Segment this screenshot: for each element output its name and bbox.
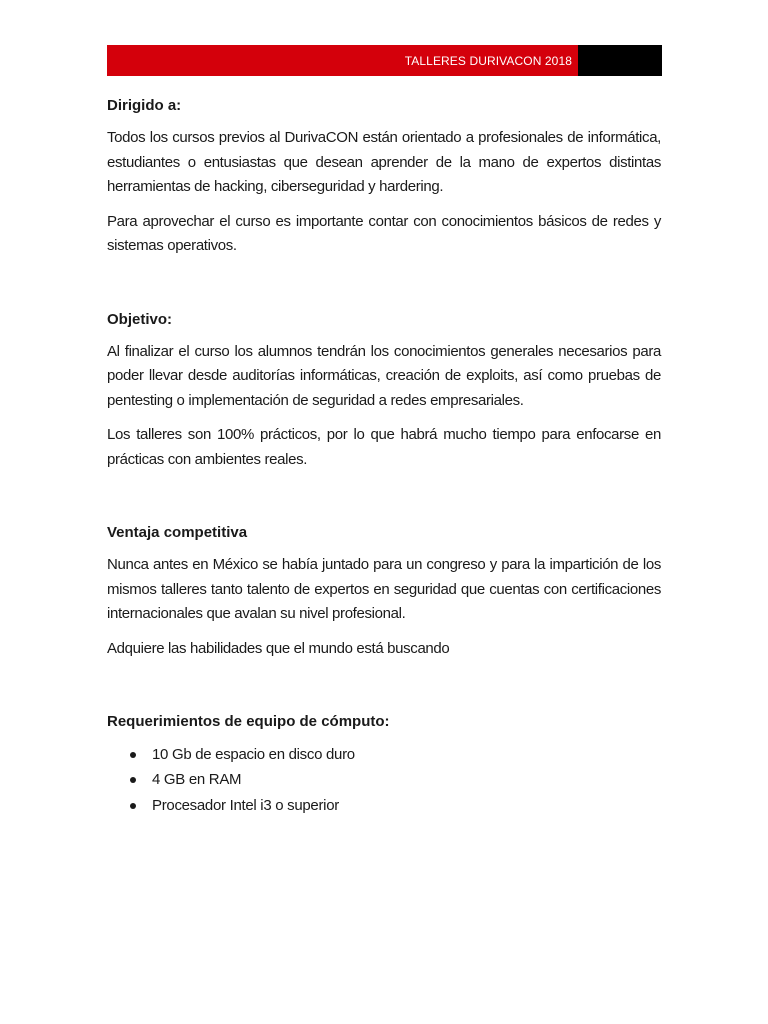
section-heading-objetivo: Objetivo: bbox=[107, 310, 173, 328]
section-heading-requerimientos: Requerimientos de equipo de cómputo: bbox=[107, 713, 390, 730]
requirements-list bbox=[107, 742, 661, 819]
section-heading-ventaja: Ventaja competitiva bbox=[107, 524, 248, 541]
paragraph-objetivo-1: Al finalizar el curso los alumnos tendrán los conocimientos generales necesarios para poder llevar desde auditorías informáticas, creación de exploits, así como pruebas de pentesting o implementación de seguridad a redes empresariales. bbox=[107, 342, 661, 409]
page-header-bar bbox=[107, 45, 662, 76]
paragraph-dirigido-1: Todos los cursos previos al DurivaCON están orientado a profesionales de informática, estudiantes o entusiastas que desean aprender de la mano de expertos distintas herramientas de hacking, ciberseguridad y hardering. bbox=[107, 129, 661, 195]
section-dirigido bbox=[107, 94, 661, 259]
section-requerimientos bbox=[107, 710, 661, 819]
header-title: TALLERES DURIVACON 2018 bbox=[404, 53, 572, 68]
document-body bbox=[107, 94, 661, 819]
section-objetivo bbox=[107, 308, 661, 473]
section-heading-dirigido: Dirigido a: bbox=[107, 97, 182, 114]
header-red-band bbox=[107, 45, 578, 76]
list-item bbox=[107, 742, 661, 768]
paragraph-dirigido-2: Para aprovechar el curso es importante contar con conocimientos básicos de redes y sistemas operativos. bbox=[107, 212, 661, 254]
list-item-text: 10 Gb de espacio en disco duro bbox=[152, 745, 355, 763]
bullet-icon bbox=[130, 752, 136, 758]
paragraph-objetivo-2: Los talleres son 100% prácticos, por lo que habrá mucho tiempo para enfocarse en prácticas con ambientes reales. bbox=[107, 426, 661, 468]
list-item-text: Procesador Intel i3 o superior bbox=[152, 796, 339, 814]
paragraph-ventaja-1: Nunca antes en México se había juntado para un congreso y para la impartición de los mismos talleres tanto talento de expertos en seguridad que cuentas con certificaciones internacionales que avalan su nivel profesional. bbox=[107, 556, 661, 622]
paragraph-ventaja-2: Adquiere las habilidades que el mundo está buscando bbox=[107, 639, 450, 657]
section-ventaja bbox=[107, 521, 661, 661]
bullet-icon bbox=[130, 803, 136, 809]
list-item bbox=[107, 768, 661, 794]
list-item-text: 4 GB en RAM bbox=[152, 771, 242, 788]
list-item bbox=[107, 793, 661, 819]
header-black-band bbox=[578, 45, 662, 76]
bullet-icon bbox=[130, 777, 136, 783]
